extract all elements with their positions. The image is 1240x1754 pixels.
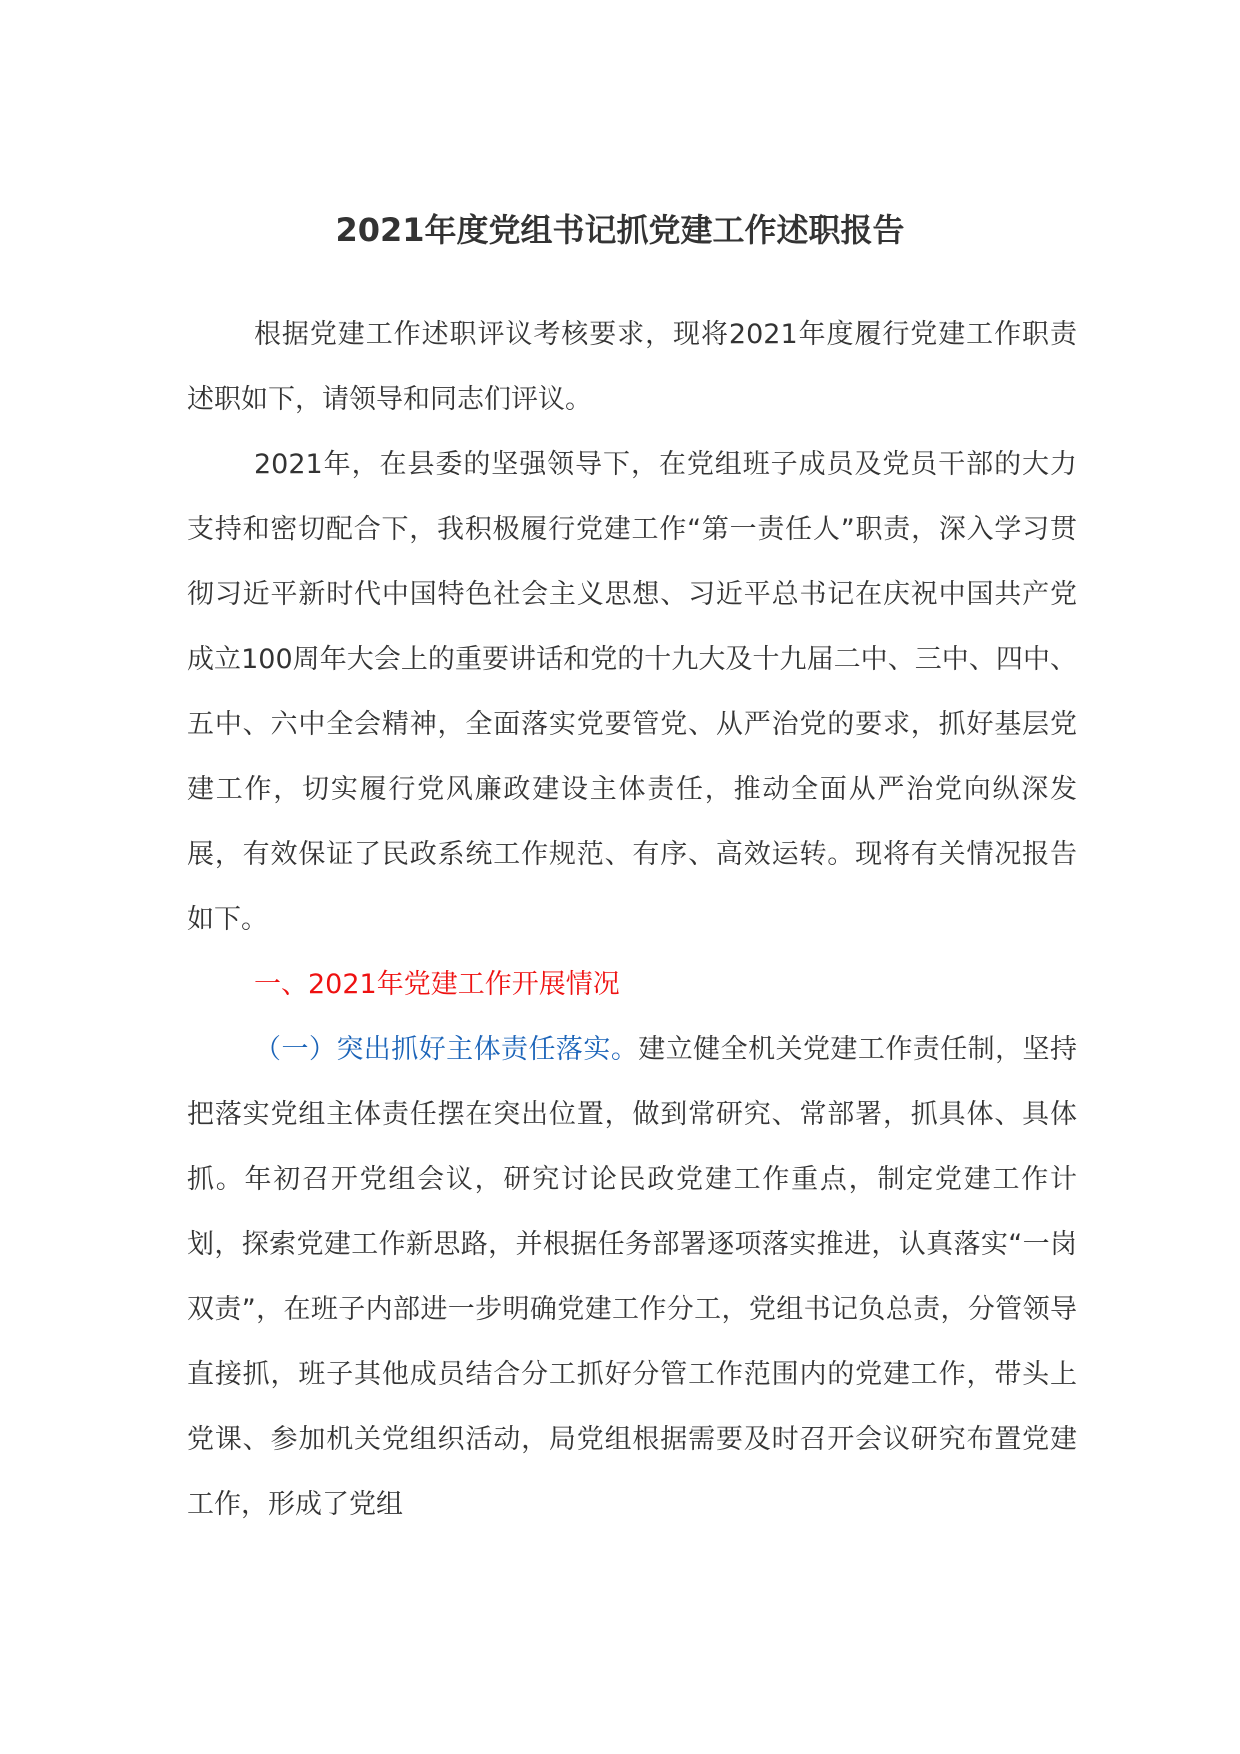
overview-paragraph: 2021年，在县委的坚强领导下，在党组班子成员及党员干部的大力支持和密切配合下，我积极履行党建工作“第一责任人”职责，深入学习贯彻习近平新时代中国特色社会主义思想、习近平总书记在庆祝中国共产党成立100周年大会上的重要讲话和党的十九大及十九届二中、三中、四中、五中、六中全会精神，全面落实党要管党、从严治党的要求，抓好基层党建工作，切实履行党风廉政建设主体责任，推动全面从严治党向纵深发展，有效保证了民政系统工作规范、有序、高效运转。现将有关情况报告如下。 [187, 449, 1077, 935]
intro-paragraph: 根据党建工作述职评议考核要求，现将2021年度履行党建工作职责述职如下，请领导和同志们评议。 [187, 319, 1077, 415]
section-heading: 一、2021年党建工作开展情况 [254, 969, 620, 1000]
subsection-paragraph [187, 1017, 1077, 1537]
subsection-text: 建立健全机关党建工作责任制，坚持把落实党组主体责任摆在突出位置，做到常研究、常部署，抓具体、具体抓。年初召开党组会议，研究讨论民政党建工作重点，制定党建工作计划，探索党建工作新思路，并根据任务部署逐项落实推进，认真落实“一岗双责”，在班子内部进一步明确党建工作分工，党组书记负总责，分管领导直接抓，班子其他成员结合分工抓好分管工作范围内的党建工作，带头上党课、参加机关党组织活动，局党组根据需要及时召开会议研究布置党建工作，形成了党组 [187, 1034, 1078, 1520]
subsection-heading: （一）突出抓好主体责任落实。 [254, 1034, 639, 1065]
document-body [187, 302, 1077, 1537]
document-title: 2021年度党组书记抓党建工作述职报告 [335, 211, 905, 249]
